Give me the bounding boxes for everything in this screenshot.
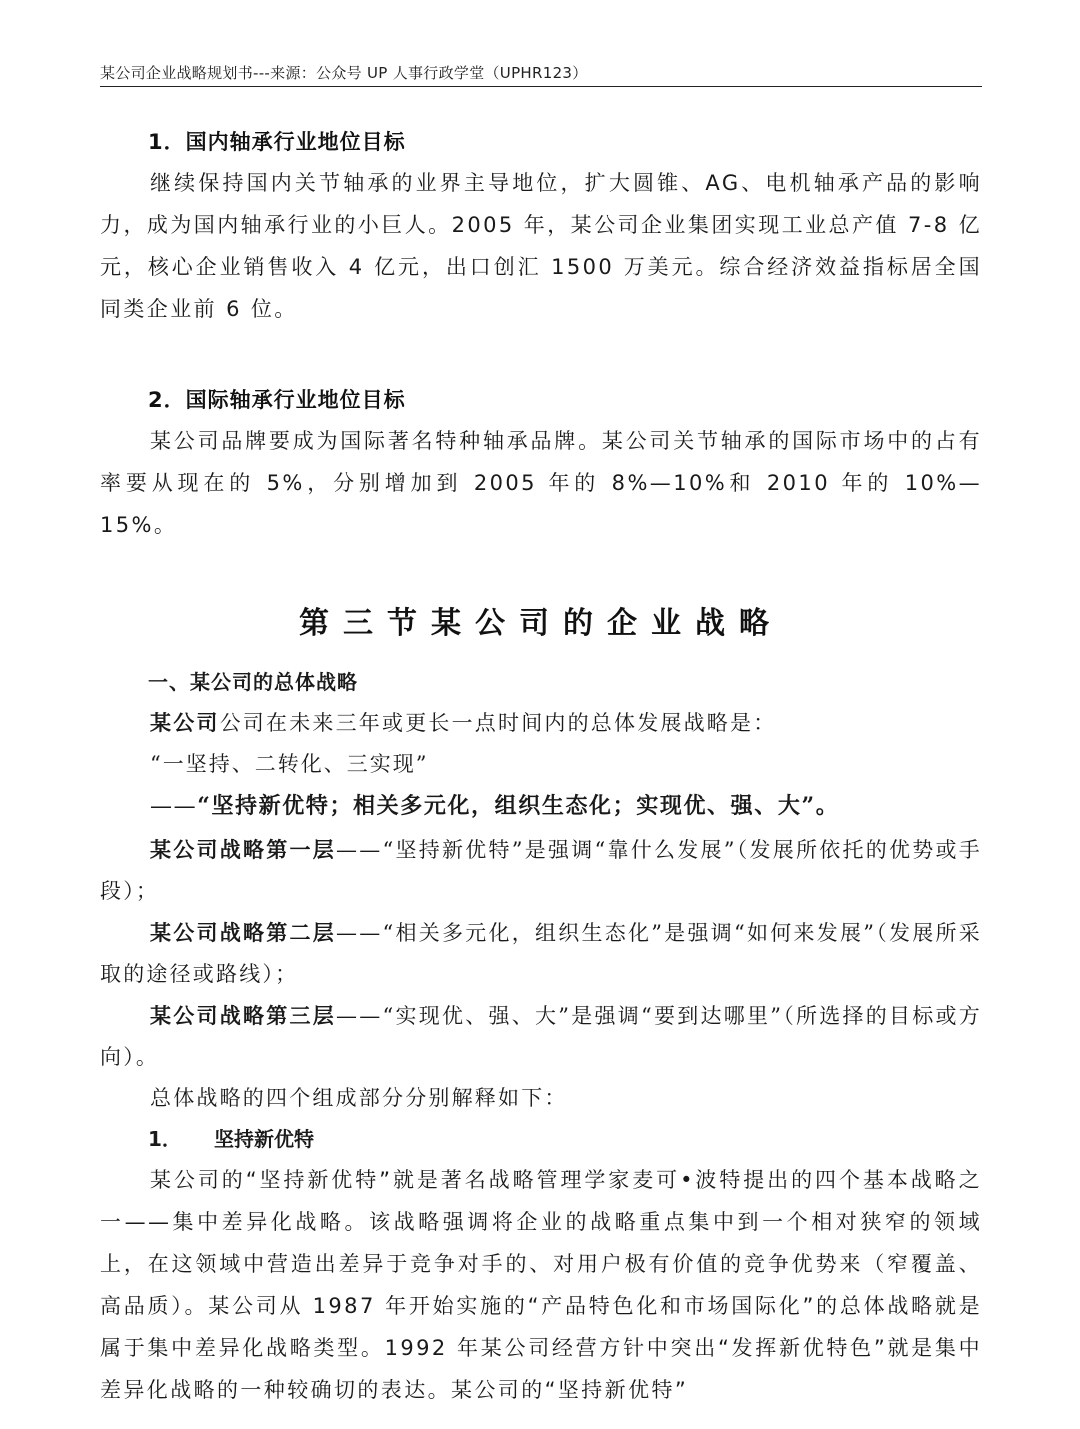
sub1-title: 坚持新优特: [214, 1127, 314, 1151]
layer-3-label: 某公司战略第三层: [150, 1003, 337, 1028]
strategy-layer-2: [100, 912, 982, 995]
slogan-dash: ——: [150, 794, 198, 819]
overall-strategy-heading: 一、某公司的总体战略: [148, 670, 358, 694]
intro-bold: 某公司: [150, 710, 220, 735]
layer-3-text: ——“实现优、强、大”是强调“要到达哪里”（所选择的目标或方向）。: [100, 1004, 982, 1069]
sub1-paragraph: 某公司的“坚持新优特”就是著名战略管理学家麦可•波特提出的四个基本战略之一——集中差异化战略。该战略强调将企业的战略重点集中到一个相对狭窄的领域上，在这领域中营造出差异于竞争对手的、对用户极有价值的竞争优势来（窄覆盖、高品质）。某公司从 1987 年开始实施的“产品特色化和市场国际化”的总体战略就是属于集中差异化战略类型。1992 年某公司经营方针中突出“发挥新优特色”就是集中差异化战略的一种较确切的表达。某公司的“坚持新优特”: [100, 1168, 982, 1402]
layer-2-text: ——“相关多元化，组织生态化”是强调“如何来发展”（发展所采取的途径或路线）；: [100, 921, 982, 986]
strategy-layer-3: [100, 995, 982, 1078]
chapter-title: 第三节某公司的企业战略: [299, 606, 783, 641]
domestic-goal-heading: 1．国内轴承行业地位目标: [148, 130, 406, 154]
layer-2-label: 某公司战略第二层: [150, 920, 337, 945]
slogan-text: “坚持新优特；相关多元化，组织生态化；实现优、强、大”。: [197, 793, 840, 819]
strategy-layer-1: [100, 829, 982, 912]
domestic-goal-paragraph: 继续保持国内关节轴承的业界主导地位，扩大圆锥、AG、电机轴承产品的影响力，成为国内轴承行业的小巨人。2005 年，某公司企业集团实现工业总产值 7-8 亿元，核心企业销售收入 4 亿元，出口创汇 1500 万美元。综合经济效益指标居全国同类企业前 6 位。: [100, 171, 982, 321]
sub1-number: 1．: [148, 1127, 182, 1151]
international-goal-paragraph: 某公司品牌要成为国际著名特种轴承品牌。某公司关节轴承的国际市场中的占有率要从现在的 5%，分别增加到 2005 年的 8%—10%和 2010 年的 10%—15%。: [100, 429, 982, 537]
layer-1-text: ——“坚持新优特”是强调“靠什么发展”（发展所依托的优势或手段）；: [100, 838, 982, 903]
strategy-motto: “一坚持、二转化、三实现”: [150, 752, 429, 776]
spacer: [100, 546, 982, 588]
layer-1-label: 某公司战略第一层: [150, 837, 337, 862]
page-content: [100, 122, 982, 1411]
strategy-slogan: [100, 784, 982, 829]
international-goal-heading: 2．国际轴承行业地位目标: [148, 388, 406, 412]
header-divider: [100, 86, 982, 87]
spacer: [100, 330, 982, 380]
intro-rest: 公司在未来三年或更长一点时间内的总体发展战略是：: [219, 711, 777, 735]
overall-strategy-intro: [100, 702, 982, 744]
page-header: 某公司企业战略规划书---来源：公众号 UP 人事行政学堂（UPHR123）: [100, 64, 588, 82]
sub1-heading: [100, 1119, 982, 1159]
strategy-explain-intro: 总体战略的四个组成部分分别解释如下：: [150, 1086, 568, 1110]
